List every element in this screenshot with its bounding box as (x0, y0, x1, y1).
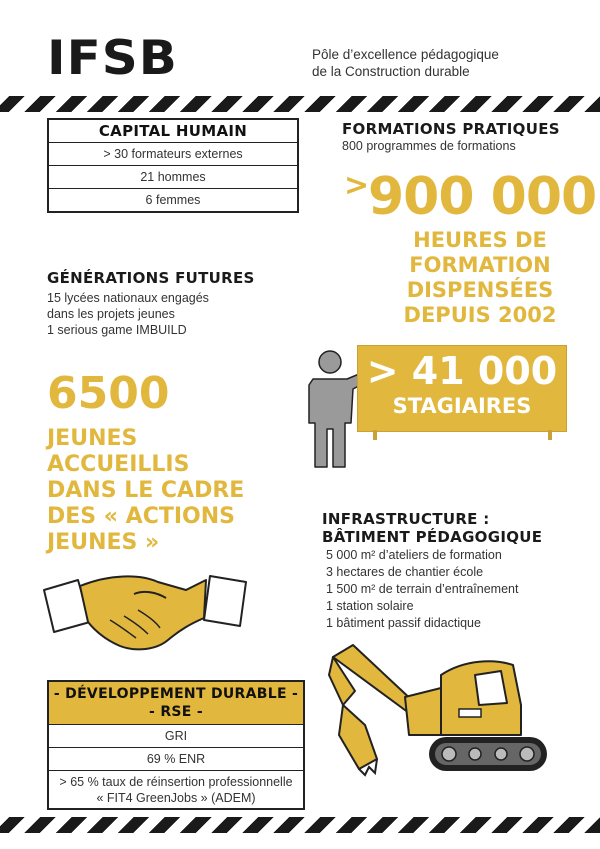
logo: IFSB (47, 30, 178, 86)
generations-text (47, 290, 209, 338)
stagiaires-number: > 41 000 (366, 349, 558, 393)
table-row: 69 % ENR (49, 747, 303, 770)
excavator-icon (325, 635, 555, 785)
list-item: 5 000 m² d’ateliers de formation (326, 548, 502, 562)
capital-humain-table (47, 118, 299, 213)
jeunes-number: 6500 (47, 368, 170, 419)
hours-label-line-2: FORMATION (409, 253, 551, 277)
hours-label-line-1: HEURES DE (413, 228, 547, 252)
jeunes-line-5: JEUNES » (47, 530, 160, 555)
durable-last-line-2: « FIT4 GreenJobs » (ADEM) (96, 791, 256, 805)
hazard-stripe-top (0, 96, 600, 112)
table-row: > 30 formateurs externes (49, 142, 297, 165)
list-item: 3 hectares de chantier école (326, 565, 484, 579)
generations-line-2: dans les projets jeunes (47, 307, 175, 321)
stagiaires-label: STAGIAIRES (392, 394, 532, 418)
infrastructure-title-line-2: BÂTIMENT PÉDAGOGIQUE (322, 528, 543, 546)
durable-title (49, 682, 303, 724)
list-item: 1 bâtiment passif didactique (326, 616, 481, 630)
stagiaires-board (357, 345, 567, 432)
jeunes-label (47, 426, 244, 556)
hazard-stripe-bottom (0, 817, 600, 833)
developpement-durable-table (47, 680, 305, 810)
durable-title-line-2: - RSE - (149, 704, 203, 720)
list-item: 1 station solaire (326, 599, 414, 613)
table-row: GRI (49, 724, 303, 747)
capital-humain-title: CAPITAL HUMAIN (98, 122, 248, 140)
hours-label (380, 228, 580, 328)
tagline (312, 46, 562, 80)
board-leg-right (548, 430, 552, 440)
formations-subtitle: 800 programmes de formations (342, 139, 516, 153)
infrastructure-title-line-1: INFRASTRUCTURE : (322, 510, 490, 528)
chevron-icon: > (344, 168, 370, 203)
handshake-icon (40, 560, 255, 655)
tagline-line-2: de la Construction durable (312, 64, 470, 79)
generations-line-1: 15 lycées nationaux engagés (47, 291, 209, 305)
jeunes-line-3: DANS LE CADRE (47, 478, 245, 503)
hours-number: 900 000 (368, 167, 597, 227)
table-row: 6 femmes (49, 188, 297, 211)
infrastructure-title (322, 510, 542, 546)
hours-label-line-3: DISPENSÉES (406, 278, 554, 302)
jeunes-line-2: ACCUEILLIS (47, 452, 190, 477)
table-row (49, 770, 303, 808)
formations-title: FORMATIONS PRATIQUES (342, 120, 560, 138)
jeunes-line-4: DES « ACTIONS (47, 504, 235, 529)
jeunes-line-1: JEUNES (47, 426, 138, 451)
table-row: 21 hommes (49, 165, 297, 188)
list-item: 1 500 m² de terrain d’entraînement (326, 582, 519, 596)
infrastructure-list (326, 547, 518, 632)
durable-last-line-1: > 65 % taux de réinsertion professionnelle (59, 775, 293, 789)
generations-title: GÉNÉRATIONS FUTURES (47, 269, 255, 287)
durable-title-line-1: - DÉVELOPPEMENT DURABLE - (53, 686, 299, 702)
generations-line-3: 1 serious game IMBUILD (47, 323, 187, 337)
tagline-line-1: Pôle d’excellence pédagogique (312, 47, 499, 62)
hours-label-line-4: DEPUIS 2002 (403, 303, 557, 327)
board-leg-left (373, 430, 377, 440)
